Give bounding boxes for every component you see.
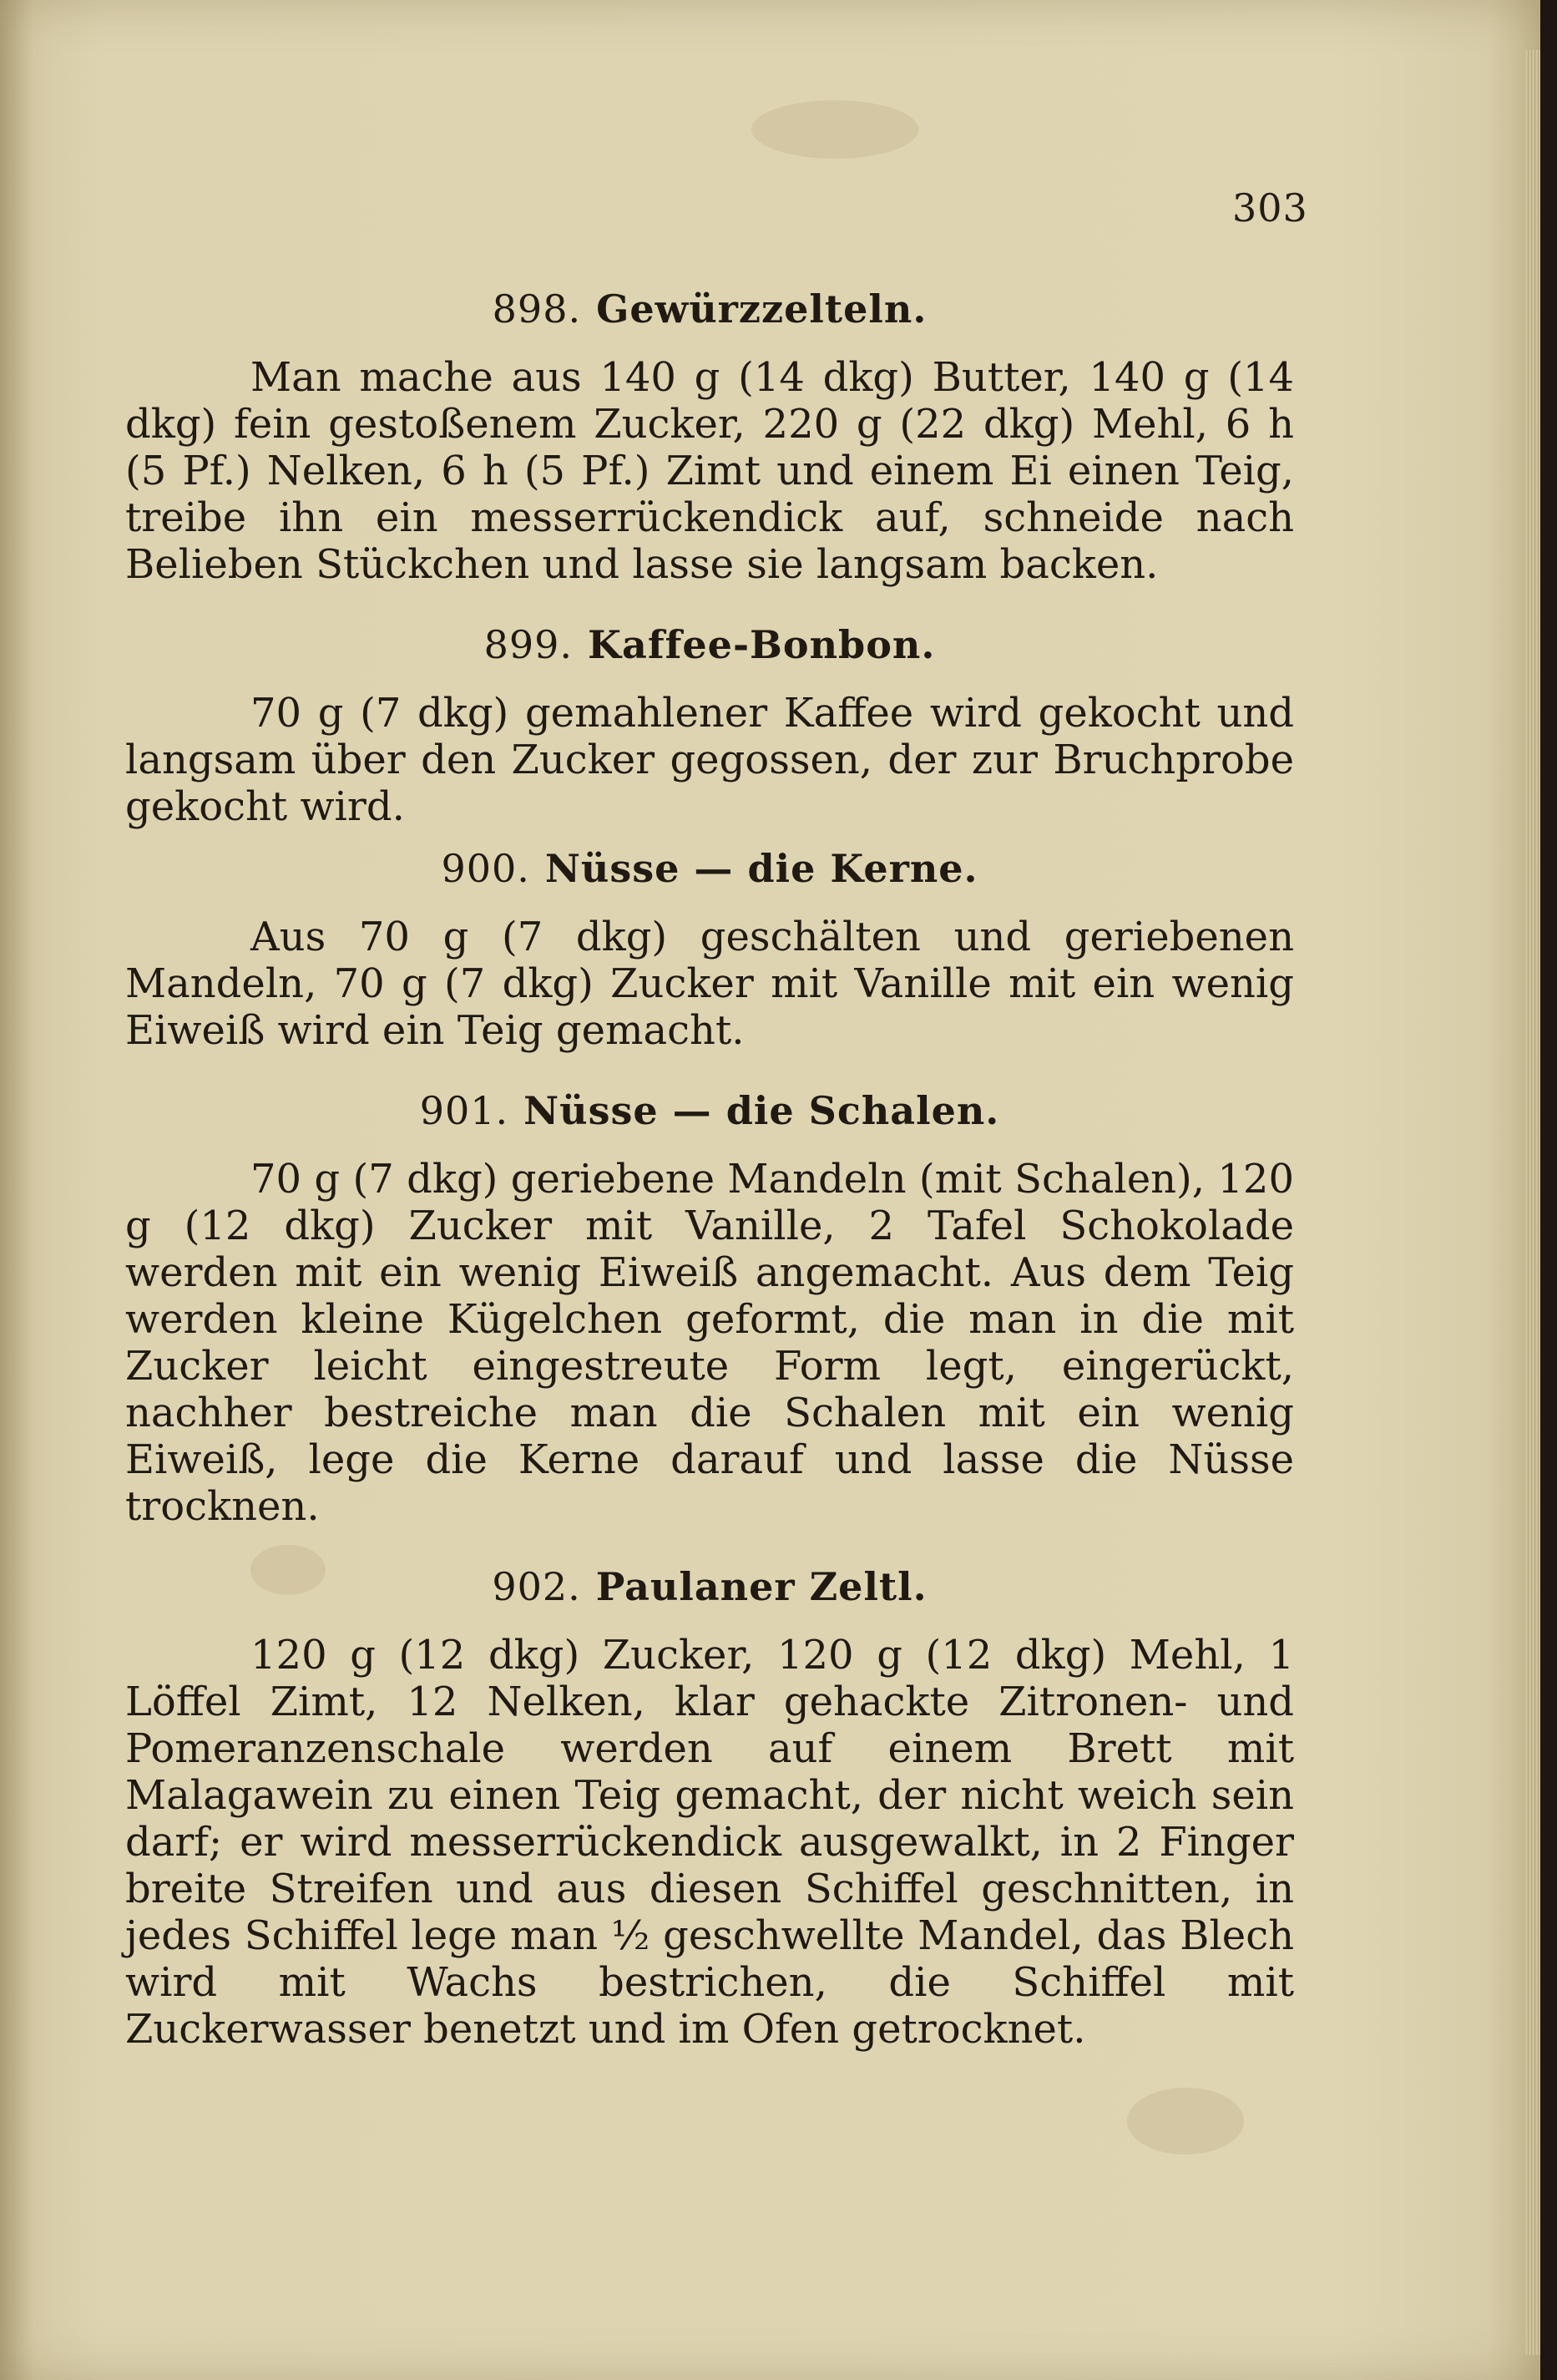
recipe-title [125, 276, 1294, 342]
recipe-title [125, 611, 1294, 678]
recipe-text: 70 g (7 dkg) gemahlener Kaffee wird gekocht und langsam über den Zucker gegossen, der zur Bruchprobe gekocht wird. [125, 690, 1294, 830]
recipe-name: Gewürzzelteln. [596, 286, 928, 332]
recipe-number: 898. [492, 286, 582, 332]
recipe-number: 899. [483, 622, 574, 667]
recipe-number: 901. [419, 1088, 509, 1133]
recipe-column [125, 276, 1294, 2053]
recipe-number: 902. [492, 1564, 581, 1609]
recipe-text: 120 g (12 dkg) Zucker, 120 g (12 dkg) Mehl, 1 Löffel Zimt, 12 Nelken, klar gehackte Zitronen- und Pomeranzenschale werden auf einem Brett mit Malagawein zu einen Teig gemacht, der nicht weich sein darf; er wird messerrückendick ausgewalkt, in 2 Finger breite Streifen und aus diesen Schiffel geschnitten, in jedes Schiffel lege man ½ geschwellte Mandel, das Blech wird mit Wachs bestrichen, die Schiffel mit Zuckerwasser benetzt und im Ofen getrocknet. [125, 1632, 1294, 2053]
recipe-text: Aus 70 g (7 dkg) geschälten und geriebenen Mandeln, 70 g (7 dkg) Zucker mit Vanille mit ein wenig Eiweiß wird ein Teig gemacht. [125, 914, 1294, 1054]
recipe-number: 900. [441, 846, 530, 891]
page-edge [1525, 50, 1540, 2355]
recipe-900 [125, 835, 1294, 1054]
recipe-name: Nüsse — die Kerne. [544, 846, 978, 891]
page-number: 303 [1232, 185, 1308, 230]
recipe-title [125, 1077, 1294, 1144]
recipe-901 [125, 1077, 1294, 1530]
recipe-title [125, 835, 1294, 902]
recipe-name: Kaffee-Bonbon. [588, 622, 936, 667]
recipe-title [125, 1553, 1294, 1620]
recipe-text: Man mache aus 140 g (14 dkg) Butter, 140 g (14 dkg) fein gestoßenem Zucker, 220 g (22 dkg) Mehl, 6 h (5 Pf.) Nelken, 6 h (5 Pf.) Zimt und einem Ei einen Teig, treibe ihn ein messerrückendick auf, schneide nach Belieben Stückchen und lasse sie langsam backen. [125, 354, 1294, 588]
recipe-899 [125, 611, 1294, 830]
paper-stain [751, 100, 918, 159]
recipe-text: 70 g (7 dkg) geriebene Mandeln (mit Schalen), 120 g (12 dkg) Zucker mit Vanille, 2 Tafel Schokolade werden mit ein wenig Eiweiß angemacht. Aus dem Teig werden kleine Kügelchen geformt, die man in die mit Zucker leicht eingestreute Form legt, eingerückt, nachher bestreiche man die Schalen mit ein wenig Eiweiß, lege die Kerne darauf und lasse die Nüsse trocknen. [125, 1156, 1294, 1530]
recipe-name: Paulaner Zeltl. [595, 1564, 928, 1609]
paper-stain [1127, 2088, 1244, 2155]
recipe-902 [125, 1553, 1294, 2053]
recipe-898 [125, 276, 1294, 588]
recipe-name: Nüsse — die Schalen. [523, 1088, 1000, 1133]
